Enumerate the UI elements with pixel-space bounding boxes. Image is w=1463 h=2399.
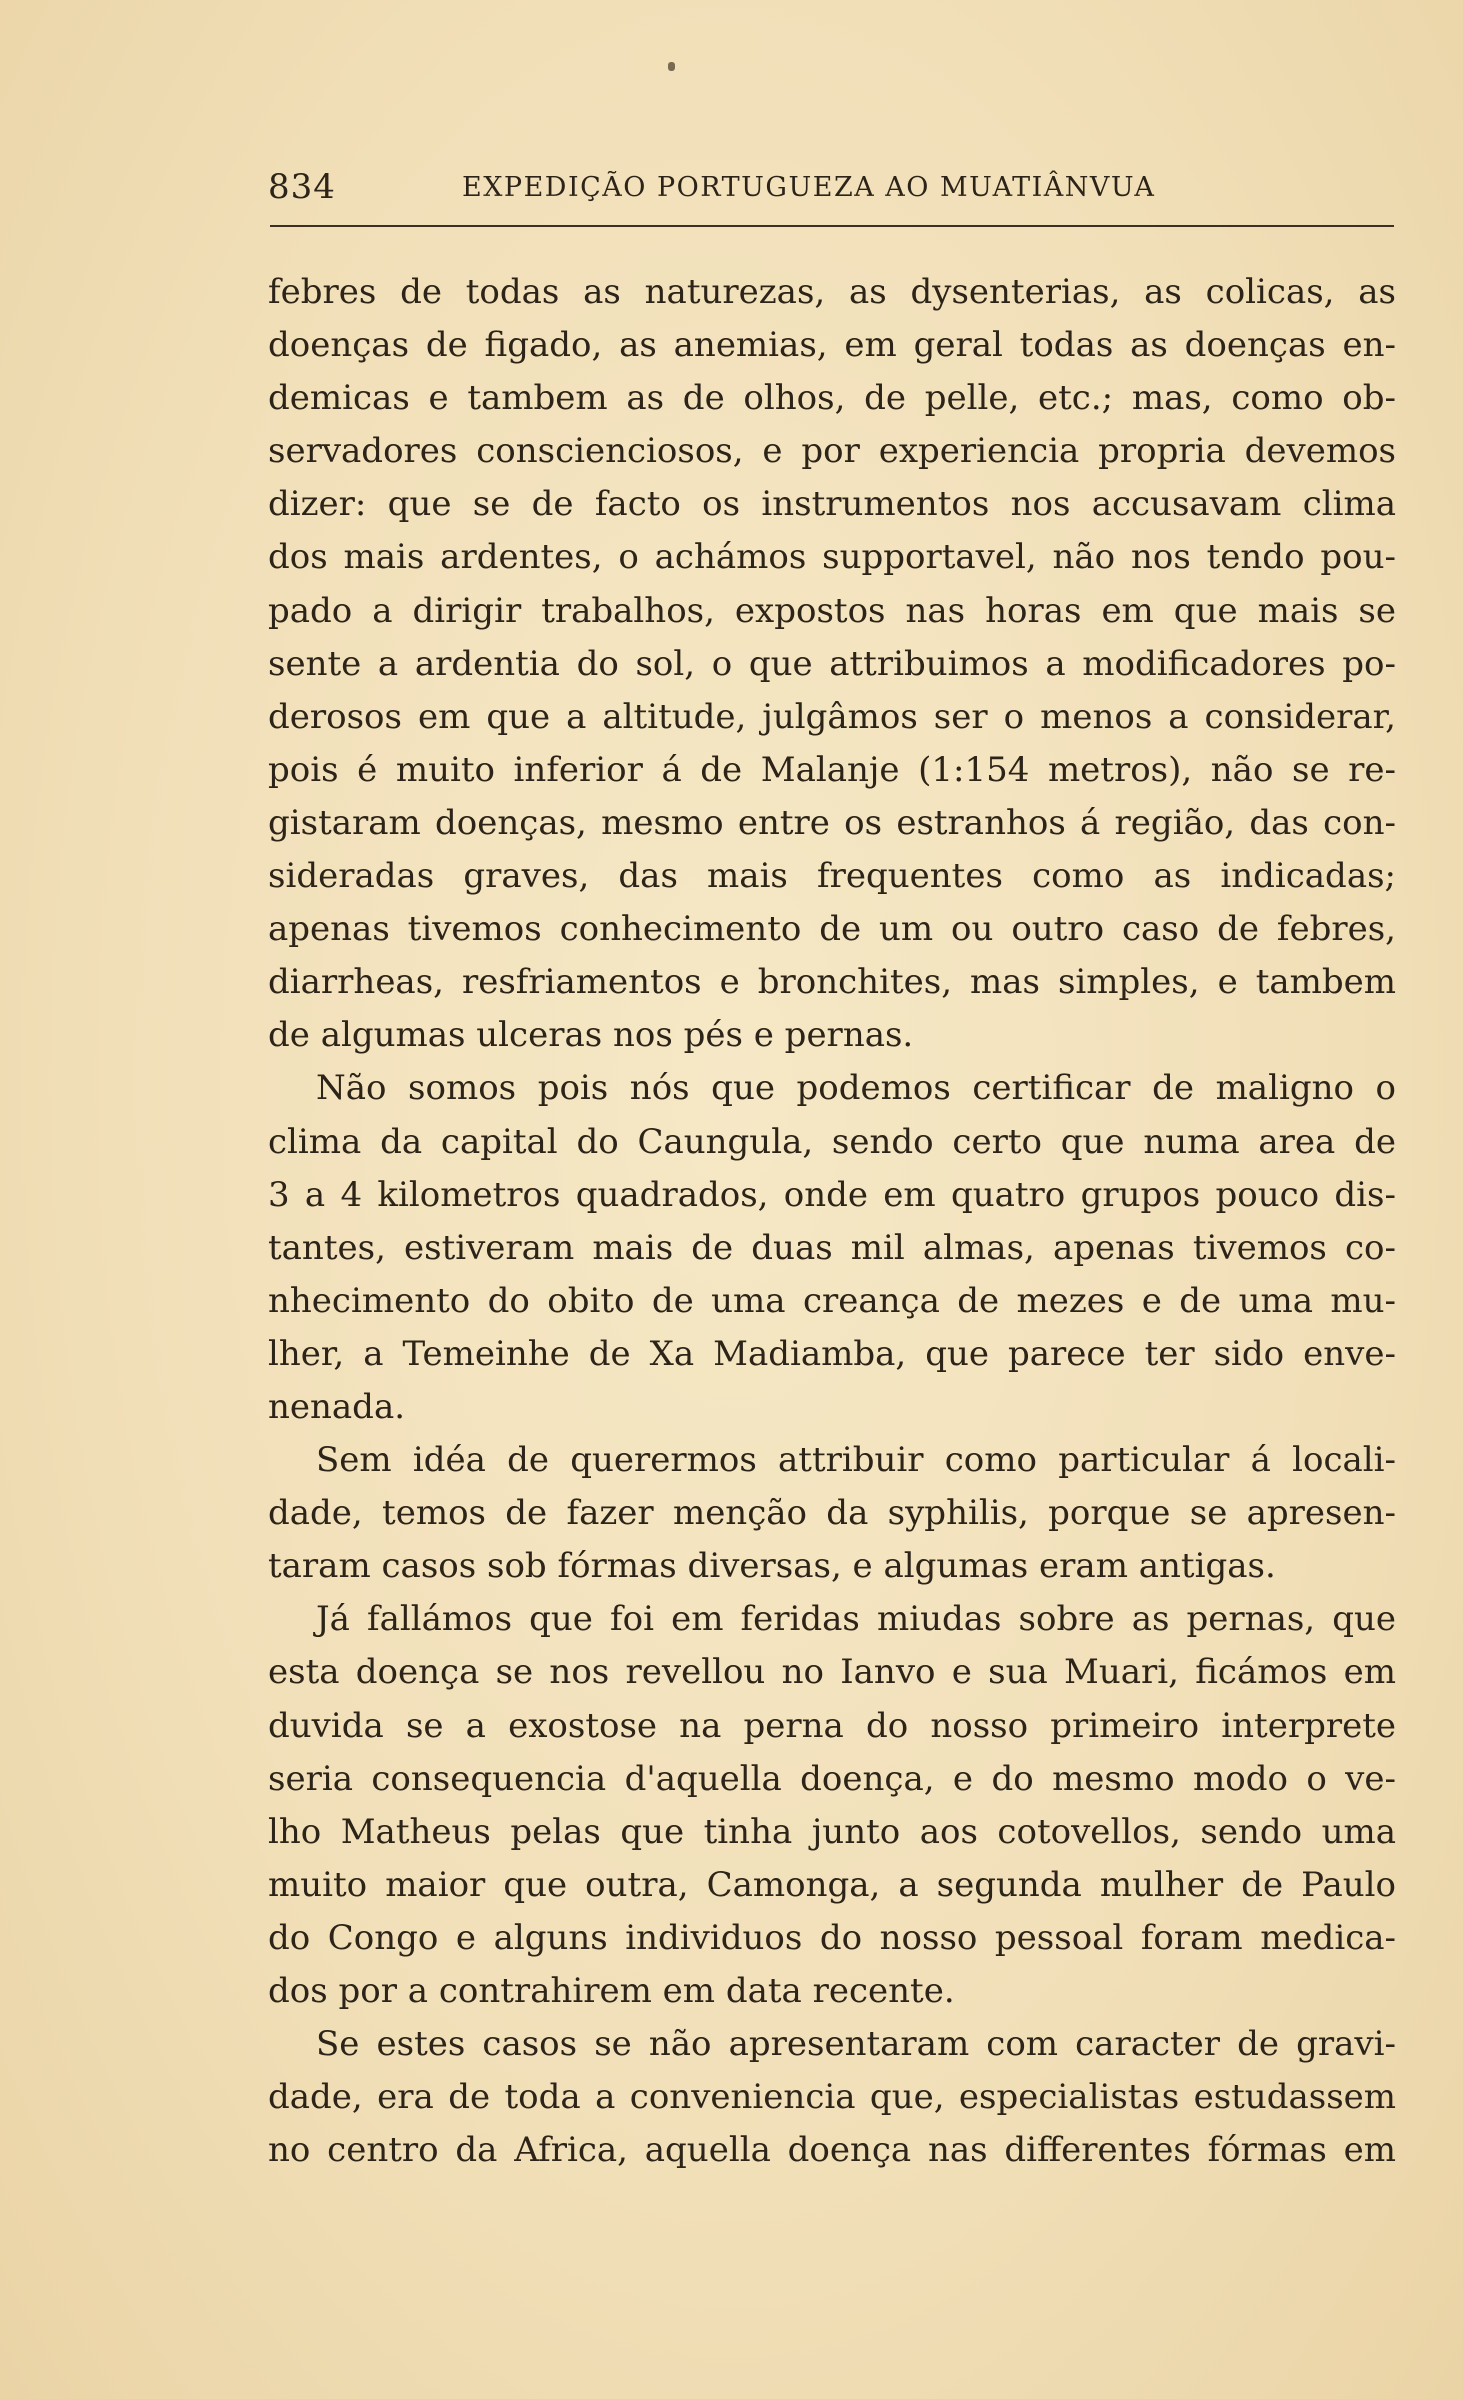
text-line: dade, temos de fazer menção da syphilis, porque se apresen-	[268, 1493, 1396, 1534]
text-line: esta doença se nos revellou no Ianvo e sua Muari, ficámos em	[268, 1652, 1396, 1693]
text-line: nhecimento do obito de uma creança de mezes e de uma mu-	[268, 1280, 1396, 1321]
text-line: Já fallámos que foi em feridas miudas sobre as pernas, que	[316, 1599, 1396, 1640]
text-line: febres de todas as naturezas, as dysenterias, as colicas, as	[268, 272, 1396, 312]
body-text	[268, 266, 1396, 2177]
text-line: Sem idéa de querermos attribuir como particular á locali-	[316, 1440, 1396, 1481]
text-line: diarrheas, resfriamentos e bronchites, mas simples, e tambem	[268, 962, 1396, 1003]
text-line: dos mais ardentes, o achámos supportavel, não nos tendo pou-	[268, 537, 1396, 578]
text-line: pado a dirigir trabalhos, expostos nas horas em que mais se	[268, 590, 1396, 631]
text-line: derosos em que a altitude, julgâmos ser o menos a considerar,	[268, 696, 1396, 737]
text-line: Se estes casos se não apresentaram com caracter de gravi-	[316, 2024, 1396, 2065]
text-line: Não somos pois nós que podemos certificar de maligno o	[316, 1068, 1396, 1109]
text-line: no centro da Africa, aquella doença nas differentes fórmas em	[268, 2130, 1396, 2171]
running-title: EXPEDIÇÃO PORTUGUEZA AO MUATIÂNVUA	[462, 172, 1156, 203]
ink-speck	[668, 62, 675, 71]
text-line: pois é muito inferior á de Malanje (1:154 metros), não se re-	[268, 749, 1396, 790]
text-line: lho Matheus pelas que tinha junto aos cotovellos, sendo uma	[268, 1811, 1396, 1852]
page-header	[268, 163, 1394, 211]
header-rule	[270, 225, 1394, 227]
text-line: apenas tivemos conhecimento de um ou outro caso de febres,	[268, 909, 1396, 950]
text-line: gistaram doenças, mesmo entre os estranhos á região, das con-	[268, 802, 1396, 843]
text-line: demicas e tambem as de olhos, de pelle, etc.; mas, como ob-	[268, 378, 1396, 419]
text-line: clima da capital do Caungula, sendo certo que numa area de	[268, 1121, 1396, 1162]
text-line: seria consequencia d'aquella doença, e do mesmo modo o ve-	[268, 1758, 1396, 1799]
text-line: taram casos sob fórmas diversas, e algumas eram antigas.	[268, 1546, 1276, 1587]
text-line: servadores conscienciosos, e por experiencia propria devemos	[268, 431, 1396, 472]
text-line: 3 a 4 kilometros quadrados, onde em quatro grupos pouco dis-	[268, 1174, 1396, 1215]
text-line: sideradas graves, das mais frequentes como as indicadas;	[268, 856, 1396, 897]
text-line: do Congo e alguns individuos do nosso pessoal foram medica-	[268, 1917, 1396, 1958]
page-number: 834	[268, 167, 336, 207]
text-line: de algumas ulceras nos pés e pernas.	[268, 1015, 914, 1056]
text-line: nenada.	[268, 1386, 406, 1427]
text-line: dos por a contrahirem em data recente.	[268, 1971, 955, 2011]
text-line: muito maior que outra, Camonga, a segunda mulher de Paulo	[268, 1864, 1396, 1905]
text-line: duvida se a exostose na perna do nosso primeiro interprete	[268, 1705, 1396, 1746]
text-line: doenças de figado, as anemias, em geral todas as doenças en-	[268, 325, 1396, 366]
text-line: lher, a Temeinhe de Xa Madiamba, que parece ter sido enve-	[268, 1333, 1396, 1374]
text-line: dizer: que se de facto os instrumentos nos accusavam clima	[268, 484, 1396, 525]
text-line: dade, era de toda a conveniencia que, especialistas estudassem	[268, 2077, 1396, 2118]
text-line: sente a ardentia do sol, o que attribuimos a modificadores po-	[268, 643, 1396, 684]
text-line: tantes, estiveram mais de duas mil almas, apenas tivemos co-	[268, 1227, 1396, 1268]
